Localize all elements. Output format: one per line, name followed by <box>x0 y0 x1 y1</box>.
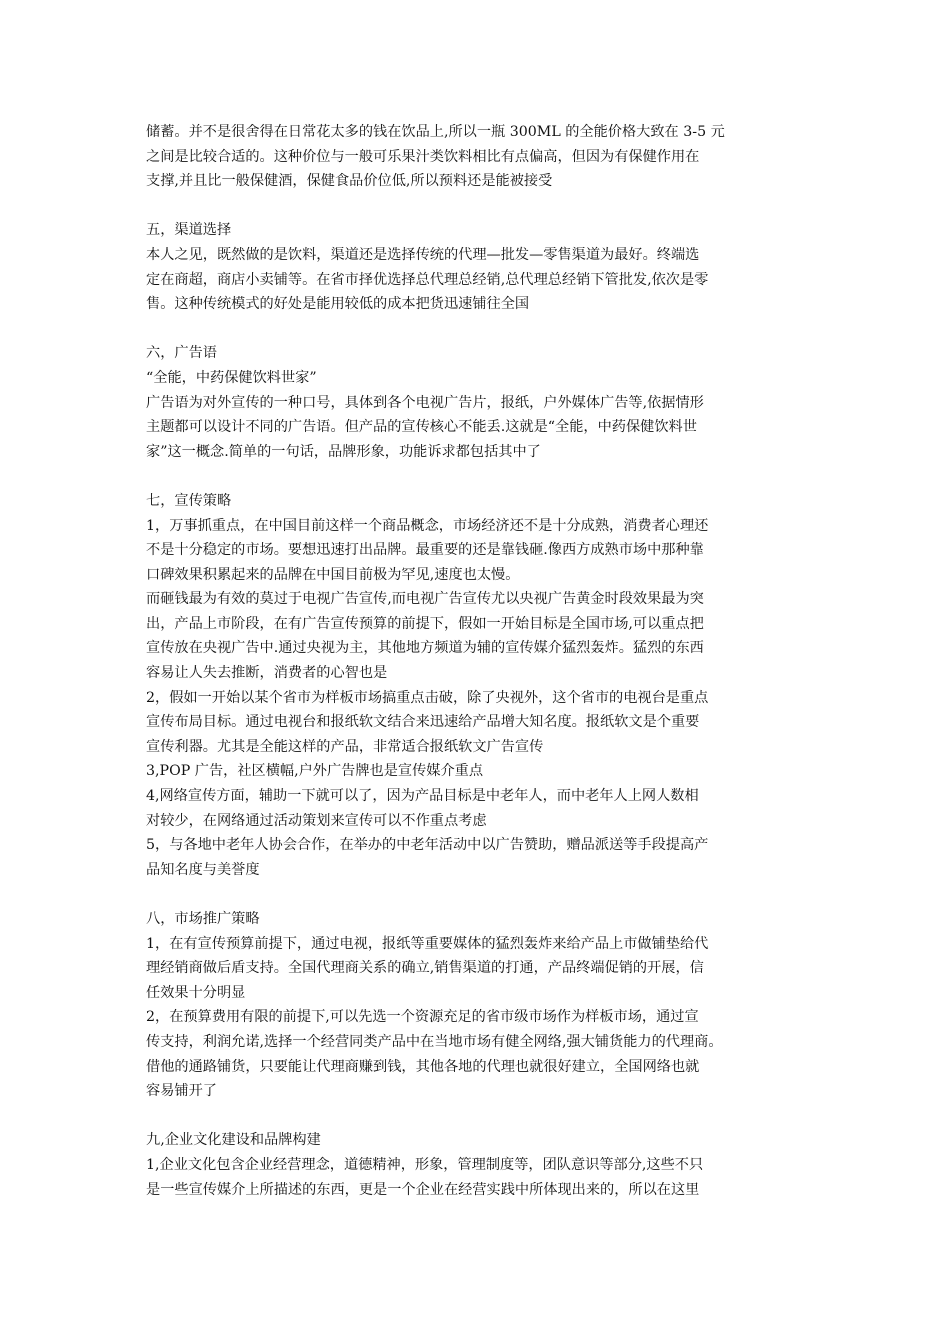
text-line: 品知名度与美誉度 <box>146 861 260 878</box>
text-line: 定在商超，商店小卖铺等。在省市择优选择总代理总经销,总代理总经销下管批发,依次是零 <box>146 271 709 288</box>
text-line: 1,企业文化包含企业经营理念，道德精神，形象，管理制度等，团队意识等部分,这些不只 <box>146 1156 704 1173</box>
text-line: 任效果十分明显 <box>146 984 246 1001</box>
text-line: 是一些宣传媒介上所描述的东西，更是一个企业在经营实践中所体现出来的，所以在这里 <box>146 1181 700 1198</box>
text-line: 宣传放在央视广告中.通过央视为主，其他地方频道为辅的宣传媒介猛烈轰炸。猛烈的东西 <box>146 640 704 657</box>
text-line: 2，假如一开始以某个省市为样板市场搞重点击破，除了央视外，这个省市的电视台是重点 <box>146 689 709 706</box>
text-line: 而砸钱最为有效的莫过于电视广告宣传,而电视广告宣传尤以央视广告黄金时段效果最为突 <box>146 591 704 608</box>
text-line: 对较少，在网络通过活动策划来宣传可以不作重点考虑 <box>146 812 487 829</box>
text-line: 容易铺开了 <box>146 1083 217 1100</box>
text-line: “全能，中药保健饮料世家” <box>146 369 317 386</box>
text-line: 之间是比较合适的。这种价位与一般可乐果汁类饮料相比有点偏高，但因为有保健作用在 <box>146 148 700 165</box>
text-line: 本人之见，既然做的是饮料，渠道还是选择传统的代理—批发—零售渠道为最好。终端选 <box>146 246 700 263</box>
text-line: 支撑,并且比一般保健酒，保健食品价位低,所以预料还是能被接受 <box>146 173 553 190</box>
text-line: 口碑效果积累起来的品牌在中国目前极为罕见,速度也太慢。 <box>146 566 520 583</box>
text-line: 容易让人失去推断，消费者的心智也是 <box>146 665 388 682</box>
text-line: 储蓄。并不是很舍得在日常花太多的钱在饮品上,所以一瓶 300ML 的全能价格大致在 3-5 元 <box>146 124 725 140</box>
blank-line <box>146 194 810 219</box>
section-heading: 七，宣传策略 <box>146 492 232 509</box>
blank-line <box>146 882 810 907</box>
section-heading: 九,企业文化建设和品牌构建 <box>146 1132 321 1149</box>
text-line: 宣传布局目标。通过电视台和报纸软文结合来迅速给产品增大知名度。报纸软文是个重要 <box>146 714 700 731</box>
section-heading: 八，市场推广策略 <box>146 911 260 927</box>
text-line: 主题都可以设计不同的广告语。但产品的宣传核心不能丢.这就是“全能，中药保健饮料世 <box>146 419 697 436</box>
text-line: 2，在预算费用有限的前提下,可以先选一个资源充足的省市级市场作为样板市场，通过宣 <box>146 1009 699 1026</box>
text-line: 售。这种传统模式的好处是能用较低的成本把货迅速铺往全国 <box>146 296 530 313</box>
text-line: 出，产品上市阶段，在有广告宣传预算的前提下，假如一开始目标是全国市场,可以重点把 <box>146 615 704 632</box>
text-line: 传支持，利润允诺,选择一个经营同类产品中在当地市场有健全网络,强大铺货能力的代理商。 <box>146 1033 723 1050</box>
text-line: 3,POP 广告，社区横幅,户外广告牌也是宣传媒介重点 <box>146 763 484 780</box>
blank-line <box>146 317 810 342</box>
section-heading: 五，渠道选择 <box>146 222 232 239</box>
text-line: 不是十分稳定的市场。要想迅速打出品牌。最重要的还是靠钱砸.像西方成熟市场中那种靠 <box>146 542 704 559</box>
text-line: 广告语为对外宣传的一种口号，具体到各个电视广告片，报纸，户外媒体广告等,依据情形 <box>146 394 704 411</box>
text-line: 理经销商做后盾支持。全国代理商关系的确立,销售渠道的打通，产品终端促销的开展，信 <box>146 960 704 977</box>
text-line: 5，与各地中老年人协会合作，在举办的中老年活动中以广告赞助，赠品派送等手段提高产 <box>146 837 709 854</box>
document-body <box>146 120 810 1202</box>
text-line: 1，在有宣传预算前提下，通过电视，报纸等重要媒体的猛烈轰炸来给产品上市做铺垫给代 <box>146 935 709 952</box>
blank-line <box>146 464 810 489</box>
blank-line <box>146 1104 810 1129</box>
text-line: 1，万事抓重点，在中国目前这样一个商品概念，市场经济还不是十分成熟，消费者心理还 <box>146 517 709 534</box>
text-line: 宣传利器。尤其是全能这样的产品，非常适合报纸软文广告宣传 <box>146 738 544 755</box>
section-heading: 六，广告语 <box>146 345 217 362</box>
text-line: 4,网络宣传方面，辅助一下就可以了，因为产品目标是中老年人，而中老年人上网人数相 <box>146 788 699 805</box>
text-line: 家”这一概念.简单的一句话，品牌形象，功能诉求都包括其中了 <box>146 443 541 460</box>
text-line: 借他的通路铺货，只要能让代理商赚到钱，其他各地的代理也就很好建立，全国网络也就 <box>146 1058 700 1075</box>
